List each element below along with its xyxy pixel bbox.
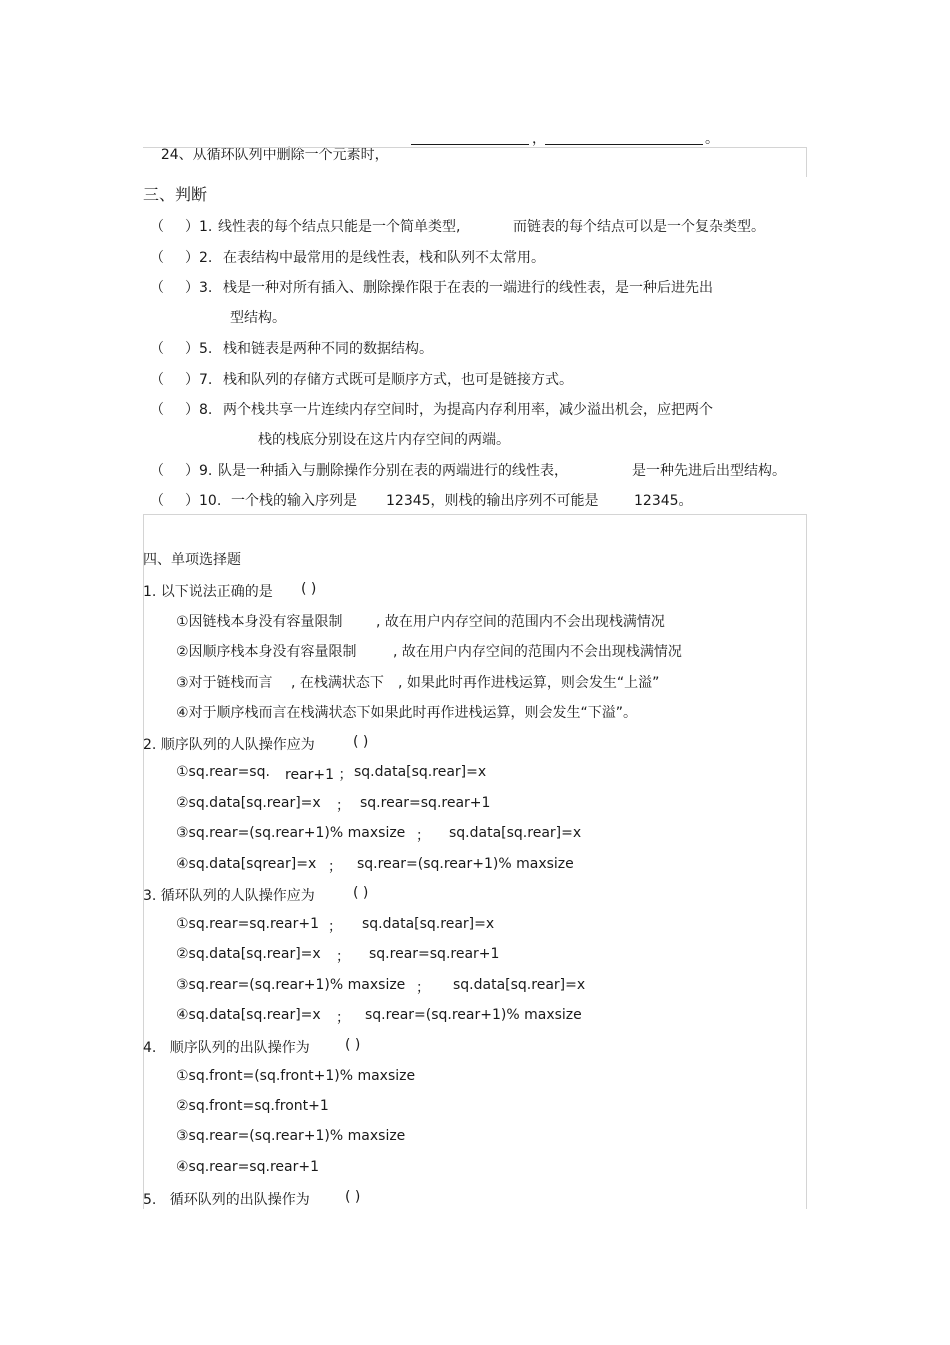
option-d-text: sq.rear=(sq.rear+1)% maxsize xyxy=(357,856,574,872)
option-c-text: , 如果此时再作进栈运算，则会发生“上溢” xyxy=(398,675,660,691)
item-text-continued: 12345，则栈的输出序列不可能是 xyxy=(386,493,599,509)
option-d: ④sq.rear=sq.rear+1 xyxy=(176,1159,319,1175)
question-24-text: 24、从循环队列中删除一个元素时， xyxy=(160,147,389,163)
answer-paren[interactable]: ( ) xyxy=(301,581,317,597)
item-text-continued: 而链表的每个结点可以是一个复杂类型。 xyxy=(513,219,765,235)
item-number: ）3. xyxy=(185,280,213,296)
question-stem: 2. 顺序队列的人队操作应为 xyxy=(143,737,315,753)
answer-paren[interactable]: （ xyxy=(150,493,164,509)
option-a-text: sq.data[sq.rear]=x xyxy=(354,764,487,780)
item-text: 队是一种插入与删除操作分别在表的两端进行的线性表， xyxy=(218,463,568,479)
question-stem: 1. 以下说法正确的是 xyxy=(143,584,273,600)
answer-blank-1[interactable] xyxy=(411,130,529,145)
option-d-text: sq.rear=(sq.rear+1)% maxsize xyxy=(365,1007,582,1023)
option-b-text: , 故在用户内存空间的范围内不会出现栈满情况 xyxy=(393,644,682,660)
option-c: ③对于链栈而言 xyxy=(176,675,273,691)
option-a: ①sq.rear=sq.rear+1 xyxy=(176,916,319,932)
answer-paren[interactable]: （ xyxy=(150,341,164,357)
answer-paren[interactable]: （ xyxy=(150,463,164,479)
divider-line xyxy=(143,514,144,1209)
item-number: ）10. xyxy=(185,493,222,509)
question-24-comma: ， xyxy=(532,131,546,147)
option-d-text: ； xyxy=(336,1010,350,1026)
option-b-text: sq.rear=sq.rear+1 xyxy=(369,946,500,962)
answer-paren[interactable]: （ xyxy=(150,402,164,418)
question-24-period: 。 xyxy=(705,131,719,147)
option-c-text: , 在栈满状态下 xyxy=(291,675,384,691)
question-stem: 3. 循环队列的人队操作应为 xyxy=(143,888,315,904)
option-b: ②因顺序栈本身没有容量限制 xyxy=(176,644,357,660)
item-text-continued: 是一种先进后出型结构。 xyxy=(632,463,786,479)
option-d: ④对于顺序栈而言在栈满状态下如果此时再作进栈运算，则会发生“下溢”。 xyxy=(176,705,638,721)
option-a: ①sq.rear=sq. xyxy=(176,764,270,780)
option-a-text: ； xyxy=(328,919,342,935)
answer-paren[interactable]: （ xyxy=(150,250,164,266)
option-d-text: ； xyxy=(328,859,342,875)
answer-paren[interactable]: ( ) xyxy=(353,885,369,901)
item-text: 两个栈共享一片连续内存空间时，为提高内存利用率，减少溢出机会，应把两个 xyxy=(223,402,713,418)
option-d: ④sq.data[sq.rear]=x xyxy=(176,1007,321,1023)
option-c: ③sq.rear=(sq.rear+1)% maxsize xyxy=(176,1128,406,1144)
item-text-wrap: 栈的栈底分别设在这片内存空间的两端。 xyxy=(258,432,510,448)
option-b-text: ； xyxy=(336,949,350,965)
answer-paren[interactable]: （ xyxy=(150,372,164,388)
question-stem: 4. 顺序队列的出队操作为 xyxy=(143,1040,310,1056)
item-number: ）5. xyxy=(185,341,213,357)
item-text: 栈和队列的存储方式既可是顺序方式，也可是链接方式。 xyxy=(223,372,573,388)
option-b-text: ； xyxy=(336,798,350,814)
option-c-text: sq.data[sq.rear]=x xyxy=(449,825,582,841)
item-number: ）1. xyxy=(185,219,213,235)
section-heading-choice: 四、单项选择题 xyxy=(143,552,241,568)
option-a-text: rear+1 ； xyxy=(285,767,353,783)
question-stem: 5. 循环队列的出队操作为 xyxy=(143,1192,310,1208)
item-text: 在表结构中最常用的是线性表，栈和队列不太常用。 xyxy=(223,250,545,266)
option-b: ②sq.front=sq.front+1 xyxy=(176,1098,329,1114)
divider-line xyxy=(806,514,807,1209)
option-c: ③sq.rear=(sq.rear+1)% maxsize xyxy=(176,825,406,841)
option-a-text: sq.data[sq.rear]=x xyxy=(362,916,495,932)
option-d: ④sq.data[sqrear]=x xyxy=(176,856,317,872)
option-c-text: ； xyxy=(416,980,430,996)
option-a-text: , 故在用户内存空间的范围内不会出现栈满情况 xyxy=(376,614,665,630)
item-number: ）9. xyxy=(185,463,213,479)
item-number: ）2. xyxy=(185,250,213,266)
item-text: 线性表的每个结点只能是一个简单类型, xyxy=(218,219,461,235)
option-a: ①因链栈本身没有容量限制 xyxy=(176,614,343,630)
divider-line xyxy=(806,147,807,177)
divider-line xyxy=(143,147,807,148)
answer-paren[interactable]: （ xyxy=(150,280,164,296)
item-text: 栈和链表是两种不同的数据结构。 xyxy=(223,341,433,357)
answer-paren[interactable]: （ xyxy=(150,219,164,235)
option-a: ①sq.front=(sq.front+1)% maxsize xyxy=(176,1068,416,1084)
answer-paren[interactable]: ( ) xyxy=(345,1189,361,1205)
answer-paren[interactable]: ( ) xyxy=(345,1037,361,1053)
option-b: ②sq.data[sq.rear]=x xyxy=(176,795,321,811)
option-c-text: sq.data[sq.rear]=x xyxy=(453,977,586,993)
item-text-wrap: 型结构。 xyxy=(230,310,286,326)
divider-line xyxy=(143,514,807,515)
item-text-continued: 12345。 xyxy=(634,493,693,509)
section-heading-judge: 三、判断 xyxy=(143,185,208,204)
answer-blank-2[interactable] xyxy=(545,130,703,145)
item-number: ）8. xyxy=(185,402,213,418)
option-b: ②sq.data[sq.rear]=x xyxy=(176,946,321,962)
item-text: 一个栈的输入序列是 xyxy=(231,493,357,509)
option-c-text: ； xyxy=(416,828,430,844)
option-c: ③sq.rear=(sq.rear+1)% maxsize xyxy=(176,977,406,993)
answer-paren[interactable]: ( ) xyxy=(353,734,369,750)
item-text: 栈是一种对所有插入、删除操作限于在表的一端进行的线性表，是一种后进先出 xyxy=(223,280,713,296)
item-number: ）7. xyxy=(185,372,213,388)
fill-in-question-24 xyxy=(143,128,389,182)
option-b-text: sq.rear=sq.rear+1 xyxy=(360,795,491,811)
